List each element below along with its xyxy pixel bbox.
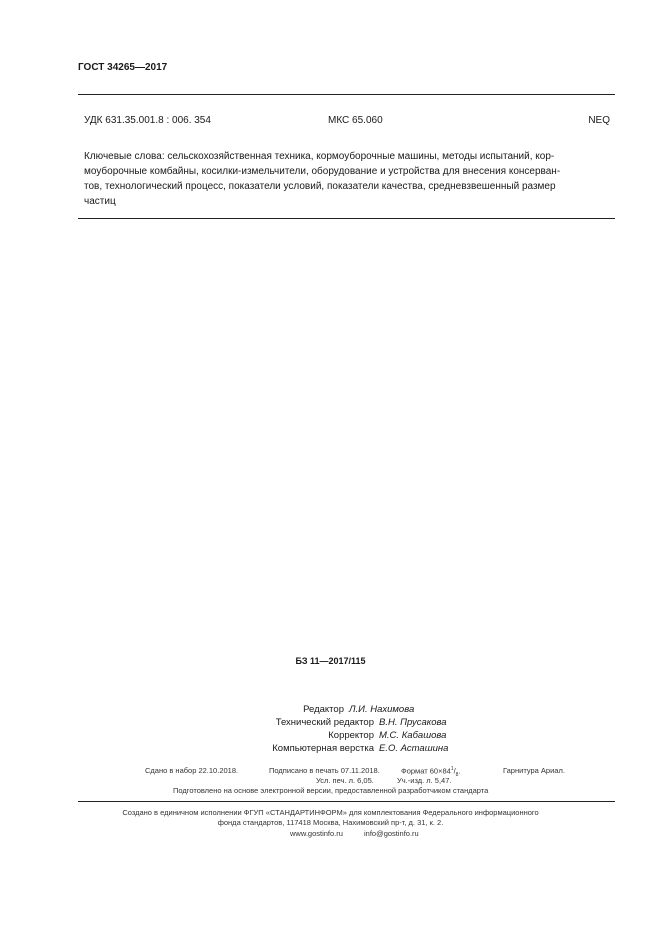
typeset-date: Сдано в набор 22.10.2018.	[145, 766, 239, 775]
footer-line: Создано в единичном исполнении ФГУП «СТАНДАРТИНФОРМ» для комплектования Федерального информационного	[122, 808, 539, 817]
edsheets-info: Уч.-изд. л. 5,47.	[397, 776, 452, 785]
sheets-info: Усл. печ. л. 6,05.	[316, 776, 374, 785]
credit-role: Технический редактор	[275, 717, 374, 728]
credit-name: Л.И. Нахимова	[349, 704, 415, 715]
credit-role: Компьютерная верстка	[272, 743, 374, 754]
credit-tech-editor	[0, 717, 374, 730]
format-info: Формат $60\times 84^1/_8$.	[401, 766, 461, 778]
signed-date: Подписано в печать 07.11.2018.	[269, 766, 380, 775]
keywords-paragraph	[84, 149, 610, 209]
keywords-line: моуборочные комбайны, косилки-измельчители, оборудование и устройства для внесения консерван-	[84, 166, 561, 177]
keywords-rule	[78, 218, 615, 219]
keywords-line: тов, технологический процесс, показатели условий, показатели качества, средневзвешенный размер	[84, 181, 556, 192]
prepared-note: Подготовлено на основе электронной версии, предоставленной разработчиком стандарта	[173, 786, 489, 795]
footer-web-link[interactable]: www.gostinfo.ru	[290, 829, 343, 838]
credit-role: Редактор	[303, 704, 344, 715]
neq-mark: NEQ	[588, 115, 610, 126]
bz-number: БЗ 11—2017/115	[295, 656, 366, 666]
footer-email-link[interactable]: info@gostinfo.ru	[364, 829, 419, 838]
font-info: Гарнитура Ариал.	[503, 766, 565, 775]
credit-editor	[0, 704, 344, 717]
credit-layout	[0, 743, 374, 756]
format-denominator: 8	[455, 772, 459, 778]
standard-number: ГОСТ 34265—2017	[78, 62, 168, 73]
footer-line: фонда стандартов, 117418 Москва, Нахимовский пр-т, д. 31, к. 2.	[217, 818, 444, 827]
format-label: Формат 60×84	[401, 766, 451, 776]
credit-name: В.Н. Прусакова	[379, 717, 447, 728]
top-rule	[78, 94, 615, 95]
keywords-line: Ключевые слова: сельскохозяйственная техника, кормоуборочные машины, методы испытаний, кор-	[84, 151, 555, 162]
footer-rule	[78, 801, 615, 802]
credit-corrector	[0, 730, 374, 743]
format-numerator: 1	[450, 766, 454, 772]
credit-role: Корректор	[328, 730, 374, 741]
credit-name: Е.О. Асташина	[379, 743, 449, 754]
mks-code: МКС 65.060	[328, 115, 383, 126]
udk-code: УДК 631.35.001.8 : 006. 354	[84, 115, 211, 126]
keywords-line: частиц	[84, 196, 116, 207]
credit-name: М.С. Кабашова	[379, 730, 447, 741]
